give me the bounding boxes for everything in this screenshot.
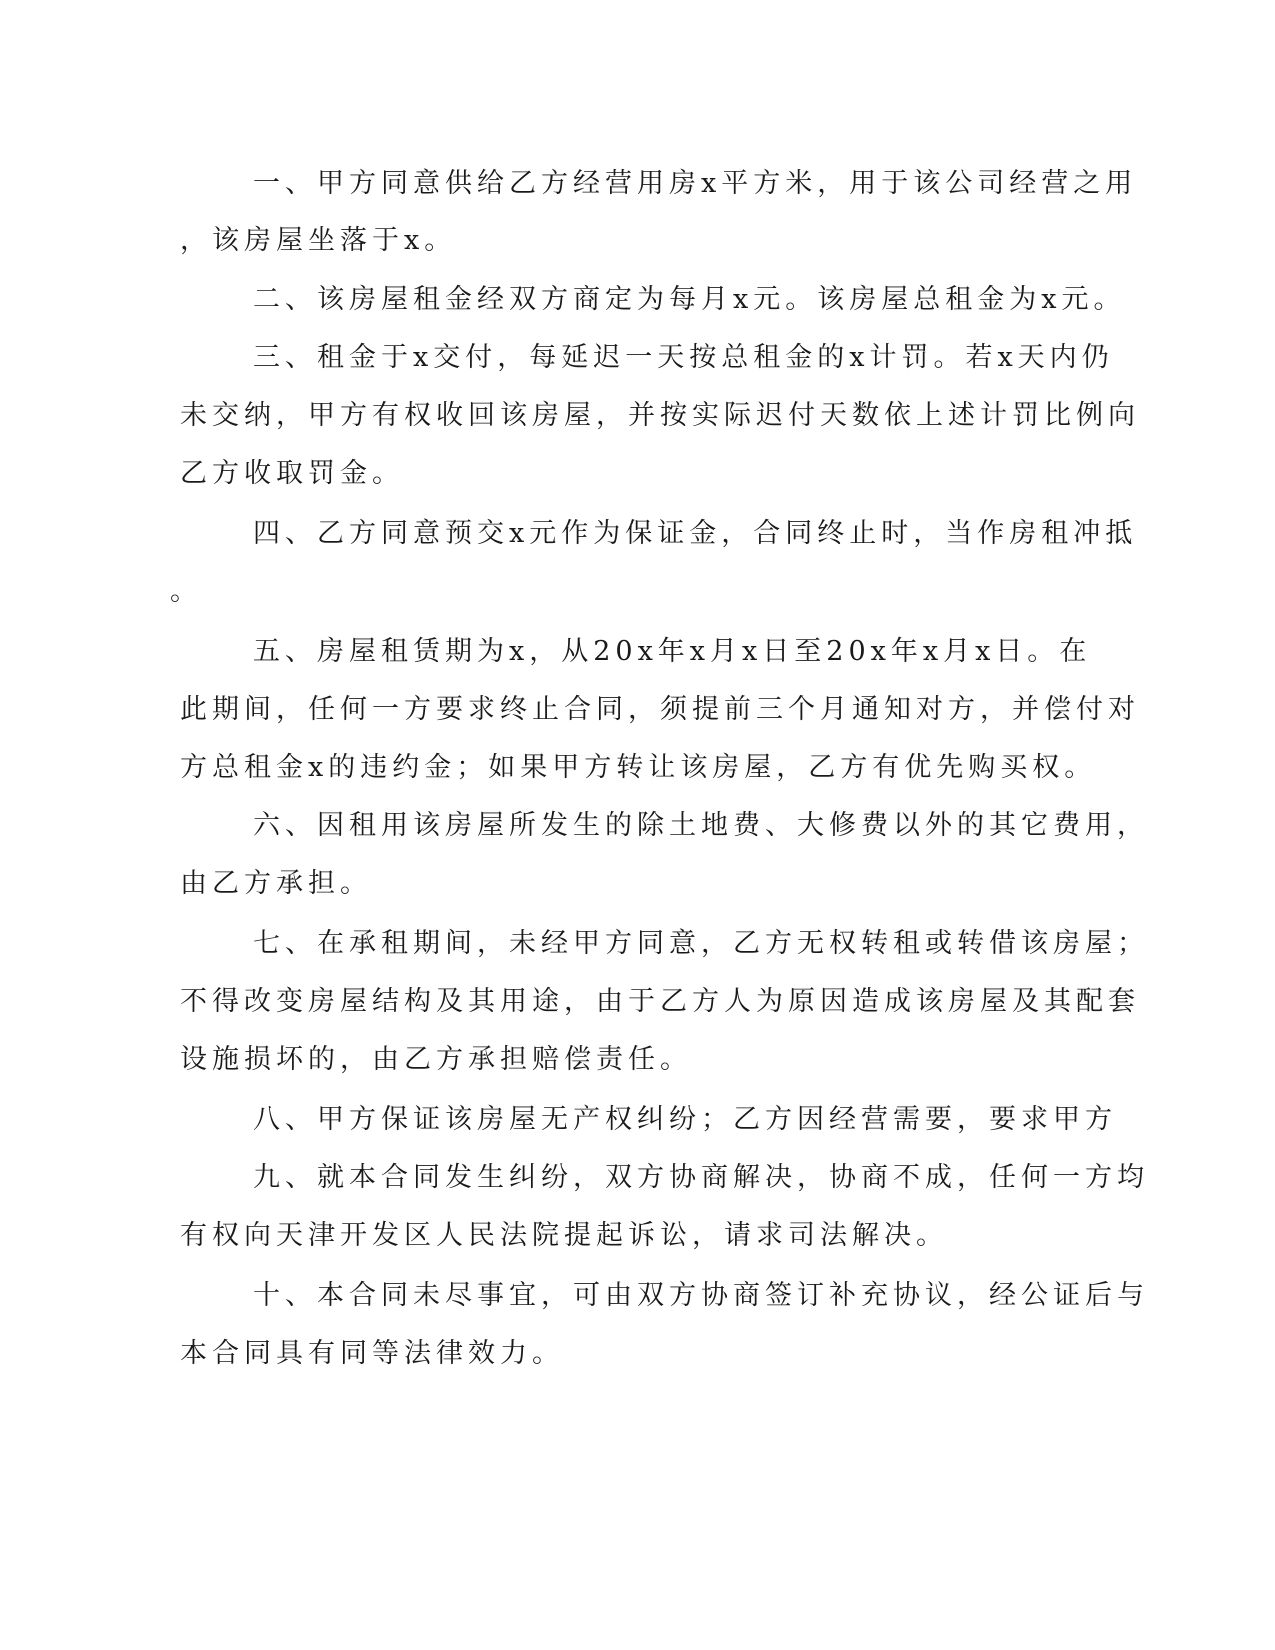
clause-3-line-3: 乙方收取罚金。: [180, 458, 404, 489]
clause-5-line-3: 方总租金x的违约金；如果甲方转让该房屋，乙方有优先购买权。: [180, 752, 1097, 783]
clause-7-line-2: 不得改变房屋结构及其用途，由于乙方人为原因造成该房屋及其配套: [180, 986, 1140, 1017]
clause-5-line-2: 此期间，任何一方要求终止合同，须提前三个月通知对方，并偿付对: [180, 694, 1140, 725]
clause-3-line-1: 三、租金于x交付，每延迟一天按总租金的x计罚。若x天内仍: [253, 342, 1114, 373]
clause-3-line-2: 未交纳，甲方有权收回该房屋，并按实际迟付天数依上述计罚比例向: [180, 400, 1140, 431]
clause-6-line-2: 由乙方承担。: [180, 868, 372, 899]
clause-4-line-2: 。: [170, 576, 202, 607]
clause-7-line-1: 七、在承租期间，未经甲方同意，乙方无权转租或转借该房屋；: [253, 928, 1149, 959]
clause-5-line-1: 五、房屋租赁期为x，从20x年x月x日至20x年x月x日。在: [253, 636, 1092, 667]
clause-1-line-1: 一、甲方同意供给乙方经营用房x平方米，用于该公司经营之用: [253, 168, 1138, 199]
clause-4-line-1: 四、乙方同意预交x元作为保证金，合同终止时，当作房租冲抵: [253, 518, 1138, 549]
clause-2-line-1: 二、该房屋租金经双方商定为每月x元。该房屋总租金为x元。: [253, 284, 1126, 315]
clause-1-line-2: ，该房屋坐落于x。: [180, 225, 457, 256]
clause-9-line-2: 有权向天津开发区人民法院提起诉讼，请求司法解决。: [180, 1220, 948, 1251]
clause-10-line-1: 十、本合同未尽事宜，可由双方协商签订补充协议，经公证后与: [253, 1280, 1149, 1311]
clause-6-line-1: 六、因租用该房屋所发生的除土地费、大修费以外的其它费用，: [253, 810, 1149, 841]
clause-8-line-1: 八、甲方保证该房屋无产权纠纷；乙方因经营需要，要求甲方: [253, 1104, 1117, 1135]
clause-9-line-1: 九、就本合同发生纠纷，双方协商解决，协商不成，任何一方均: [253, 1162, 1149, 1193]
clause-7-line-3: 设施损坏的，由乙方承担赔偿责任。: [180, 1044, 692, 1075]
clause-10-line-2: 本合同具有同等法律效力。: [180, 1338, 564, 1369]
